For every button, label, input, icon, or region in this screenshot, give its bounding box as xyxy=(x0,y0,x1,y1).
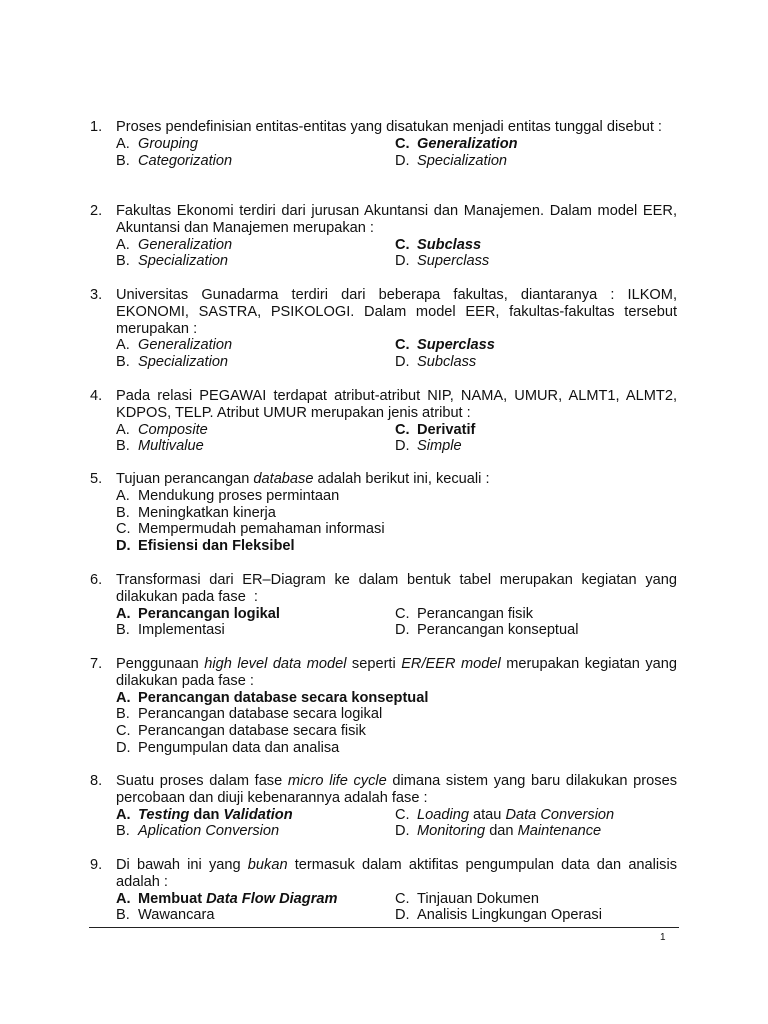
answer-options xyxy=(116,891,677,925)
text-run: Mendukung proses permintaan xyxy=(138,487,340,504)
question-text xyxy=(116,656,682,690)
option-text xyxy=(417,606,533,623)
answer-option xyxy=(116,237,395,254)
text-run: Grouping xyxy=(138,135,199,152)
option-row xyxy=(116,488,677,505)
answer-option xyxy=(116,723,366,740)
text-run: high level data model xyxy=(204,656,347,672)
text-run: Universitas Gunadarma terdiri dari beberapa fakultas, diantaranya : ILKOM, EKONOMI, SASTRA, PSIKOLOGI. Dalam model EER, fakultas-fakultas tersebut merupakan : xyxy=(116,287,682,337)
option-text xyxy=(417,153,507,170)
option-letter: D. xyxy=(395,823,410,840)
option-text xyxy=(138,622,225,639)
option-row xyxy=(116,337,677,354)
text-run: Simple xyxy=(417,438,462,455)
option-row xyxy=(116,153,677,170)
answer-option xyxy=(116,690,428,707)
option-text xyxy=(417,891,539,908)
text-run: Perancangan database secara logikal xyxy=(138,706,383,723)
option-row xyxy=(116,253,677,270)
option-row xyxy=(116,237,677,254)
option-letter: A. xyxy=(116,421,130,438)
text-run: Specialization xyxy=(138,354,229,371)
text-run: micro life cycle xyxy=(287,773,387,789)
option-text xyxy=(417,354,476,371)
text-run: termasuk dalam aktifitas pengumpulan data dan analisis adalah : xyxy=(116,857,682,890)
question-number: 6. xyxy=(90,572,103,588)
question-text xyxy=(116,773,682,807)
question-number: 2. xyxy=(90,203,103,219)
option-text xyxy=(138,740,339,757)
text-run: Tinjauan Dokumen xyxy=(417,890,539,907)
text-run: Superclass xyxy=(417,253,490,270)
text-run: Generalization xyxy=(138,337,233,354)
option-letter: B. xyxy=(116,354,130,371)
option-text xyxy=(138,807,293,824)
text-run: Tujuan perancangan xyxy=(116,471,254,487)
text-run: adalah berikut ini, kecuali : xyxy=(313,471,490,487)
question-1 xyxy=(90,119,677,169)
option-letter: B. xyxy=(116,438,130,455)
text-run: Penggunaan xyxy=(116,656,205,672)
option-letter: B. xyxy=(116,253,130,270)
option-text xyxy=(138,521,385,538)
option-row xyxy=(116,891,677,908)
option-text xyxy=(417,807,614,824)
text-run: Di bawah ini yang xyxy=(116,857,248,873)
text-run: Transformasi dari ER–Diagram ke dalam bentuk tabel merupakan kegiatan yang dilakukan pada fase : xyxy=(116,572,682,605)
text-run: Membuat xyxy=(138,890,207,907)
option-text xyxy=(417,422,475,439)
option-text xyxy=(417,337,495,354)
text-run: Data Flow Diagram xyxy=(206,890,338,907)
answer-option xyxy=(395,622,578,639)
text-run: Multivalue xyxy=(138,438,204,455)
option-row xyxy=(116,521,677,538)
question-number: 5. xyxy=(90,471,103,487)
option-text xyxy=(138,690,428,707)
answer-options xyxy=(116,606,677,640)
answer-options xyxy=(116,237,677,271)
text-run: Aplication Conversion xyxy=(138,823,280,840)
text-run: dan xyxy=(485,823,518,840)
answer-option xyxy=(116,538,295,555)
text-run: Pengumpulan data dan analisa xyxy=(138,739,340,756)
option-row xyxy=(116,606,677,623)
question-number: 4. xyxy=(90,388,103,404)
text-run: database xyxy=(253,471,314,487)
answer-options xyxy=(116,337,677,371)
answer-option xyxy=(395,153,507,170)
option-row xyxy=(116,505,677,522)
text-run: Meningkatkan kinerja xyxy=(138,504,276,521)
answer-option xyxy=(116,354,395,371)
text-run: Perancangan konseptual xyxy=(417,622,579,639)
answer-option xyxy=(116,740,339,757)
option-text xyxy=(417,823,601,840)
question-text xyxy=(116,388,682,422)
option-text xyxy=(138,488,339,505)
text-run: Perancangan database secara fisik xyxy=(138,723,366,740)
option-letter: A. xyxy=(116,806,131,823)
option-letter: D. xyxy=(116,739,131,756)
answer-option xyxy=(395,438,462,455)
option-letter: D. xyxy=(395,622,410,639)
option-letter: D. xyxy=(395,907,410,924)
footer-rule xyxy=(89,927,679,928)
text-run: Fakultas Ekonomi terdiri dari jurusan Akuntansi dan Manajemen. Dalam model EER, Akuntansi dan Manajemen merupakan : xyxy=(116,203,681,236)
question-4 xyxy=(90,388,682,455)
option-letter: A. xyxy=(116,605,131,622)
text-run: Analisis Lingkungan Operasi xyxy=(417,907,602,924)
text-run: Derivatif xyxy=(417,421,476,438)
option-letter: D. xyxy=(395,438,410,455)
text-run: Perancangan fisik xyxy=(417,605,534,622)
option-letter: C. xyxy=(395,135,410,152)
option-text xyxy=(138,606,280,623)
option-letter: D. xyxy=(395,253,410,270)
question-3 xyxy=(90,287,682,371)
text-run: merupakan kegiatan yang dilakukan pada fase : xyxy=(116,656,682,689)
option-text xyxy=(138,237,232,254)
option-text xyxy=(417,237,481,254)
answer-option xyxy=(116,253,395,270)
text-run: Maintenance xyxy=(517,823,602,840)
text-run: Suatu proses dalam fase xyxy=(116,773,288,789)
option-row xyxy=(116,136,677,153)
answer-option xyxy=(116,422,395,439)
option-letter: C. xyxy=(395,890,410,907)
option-text xyxy=(138,422,208,439)
text-run: Implementasi xyxy=(138,622,225,639)
page-number: 1 xyxy=(660,932,666,943)
option-text xyxy=(138,505,276,522)
option-letter: C. xyxy=(395,337,410,354)
answer-option xyxy=(116,337,395,354)
option-text xyxy=(138,823,279,840)
option-row xyxy=(116,723,677,740)
option-letter: A. xyxy=(116,487,130,504)
question-8 xyxy=(90,773,682,840)
text-run: Perancangan database secara konseptual xyxy=(138,689,429,706)
option-text xyxy=(417,253,489,270)
answer-option xyxy=(395,422,475,439)
option-letter: C. xyxy=(395,421,410,438)
option-letter: A. xyxy=(116,890,131,907)
option-letter: D. xyxy=(395,354,410,371)
option-row xyxy=(116,422,677,439)
text-run: Generalization xyxy=(417,135,518,152)
answer-option xyxy=(116,891,395,908)
question-text xyxy=(116,572,682,606)
answer-option xyxy=(395,606,533,623)
option-text xyxy=(138,354,228,371)
answer-options xyxy=(116,690,677,757)
answer-option xyxy=(116,907,395,924)
option-row xyxy=(116,538,677,555)
answer-option xyxy=(395,237,481,254)
answer-option xyxy=(395,907,602,924)
text-run: Composite xyxy=(138,421,208,438)
option-text xyxy=(138,907,215,924)
option-row xyxy=(116,706,677,723)
text-run: bukan xyxy=(247,857,288,873)
text-run: Subclass xyxy=(417,236,482,253)
answer-option xyxy=(116,521,385,538)
question-7 xyxy=(90,656,682,757)
option-text xyxy=(138,891,337,908)
text-run: Superclass xyxy=(417,337,495,354)
answer-options xyxy=(116,807,677,841)
option-row xyxy=(116,354,677,371)
text-run: atau xyxy=(468,806,506,823)
option-letter: C. xyxy=(116,723,131,740)
answer-option xyxy=(395,337,495,354)
answer-option xyxy=(395,891,539,908)
answer-option xyxy=(116,505,276,522)
option-row xyxy=(116,907,677,924)
question-number: 7. xyxy=(90,656,103,672)
option-text xyxy=(138,706,382,723)
option-letter: A. xyxy=(116,135,130,152)
option-letter: B. xyxy=(116,152,130,169)
question-text xyxy=(116,203,681,237)
answer-option xyxy=(395,253,489,270)
option-row xyxy=(116,740,677,757)
option-row xyxy=(116,807,677,824)
option-row xyxy=(116,690,677,707)
option-letter: C. xyxy=(395,605,410,622)
option-letter: B. xyxy=(116,504,130,521)
answer-option xyxy=(116,606,395,623)
option-text xyxy=(138,153,232,170)
text-run: Subclass xyxy=(417,354,477,371)
question-number: 1. xyxy=(90,119,103,135)
answer-options xyxy=(116,136,677,170)
option-row xyxy=(116,438,677,455)
text-run: Perancangan logikal xyxy=(138,605,280,622)
question-text xyxy=(116,857,682,891)
option-letter: B. xyxy=(116,622,130,639)
option-letter: B. xyxy=(116,706,130,723)
text-run: dimana sistem yang baru dilakukan proses percobaan dan diuji kebenarannya adalah fase : xyxy=(116,773,682,806)
option-text xyxy=(417,907,602,924)
option-text xyxy=(417,622,578,639)
option-letter: B. xyxy=(116,823,130,840)
answer-option xyxy=(116,438,395,455)
text-run: Specialization xyxy=(417,152,508,169)
option-row xyxy=(116,622,677,639)
text-run: Efisiensi dan Fleksibel xyxy=(138,538,295,555)
option-letter: D. xyxy=(395,152,410,169)
answer-option xyxy=(395,807,614,824)
text-run: Testing xyxy=(138,806,190,823)
option-text xyxy=(138,136,198,153)
text-run: Data Conversion xyxy=(505,806,615,823)
text-run: Proses pendefinisian entitas-entitas yang disatukan menjadi entitas tunggal disebut : xyxy=(116,119,662,135)
answer-option xyxy=(116,807,395,824)
question-number: 8. xyxy=(90,773,103,789)
option-text xyxy=(138,337,232,354)
answer-option xyxy=(395,823,601,840)
text-run: Categorization xyxy=(138,152,233,169)
option-letter: C. xyxy=(116,521,131,538)
answer-option xyxy=(116,488,339,505)
option-letter: C. xyxy=(395,236,410,253)
option-letter: A. xyxy=(116,236,130,253)
text-run: dan xyxy=(189,806,224,823)
option-text xyxy=(138,723,366,740)
option-letter: A. xyxy=(116,337,130,354)
option-text xyxy=(417,136,518,153)
text-run: Loading xyxy=(417,806,469,823)
answer-option xyxy=(116,153,395,170)
question-number: 3. xyxy=(90,287,103,303)
answer-option xyxy=(116,823,395,840)
text-run: Pada relasi PEGAWAI terdapat atribut-atribut NIP, NAMA, UMUR, ALMT1, ALMT2, KDPOS, TELP. Atribut UMUR merupakan jenis atribut : xyxy=(116,388,682,421)
text-run: Wawancara xyxy=(138,907,215,924)
text-run: Validation xyxy=(223,806,293,823)
option-letter: B. xyxy=(116,907,130,924)
answer-option xyxy=(116,136,395,153)
text-run: seperti xyxy=(346,656,402,672)
answer-options xyxy=(116,488,677,555)
option-text xyxy=(138,538,295,555)
answer-option xyxy=(116,622,395,639)
question-text xyxy=(116,471,677,488)
question-9 xyxy=(90,857,682,924)
text-run: Monitoring xyxy=(417,823,486,840)
text-run: Mempermudah pemahaman informasi xyxy=(138,521,385,538)
question-text xyxy=(116,119,677,136)
question-5 xyxy=(90,471,677,555)
option-text xyxy=(138,253,228,270)
question-number: 9. xyxy=(90,857,103,873)
option-letter: D. xyxy=(116,538,131,555)
answer-option xyxy=(395,136,518,153)
option-letter: C. xyxy=(395,806,410,823)
question-2 xyxy=(90,203,681,270)
question-text xyxy=(116,287,682,337)
option-text xyxy=(138,438,204,455)
option-text xyxy=(417,438,462,455)
answer-option xyxy=(395,354,476,371)
option-row xyxy=(116,823,677,840)
question-6 xyxy=(90,572,682,639)
text-run: Generalization xyxy=(138,236,233,253)
answer-option xyxy=(116,706,382,723)
answer-options xyxy=(116,422,677,456)
text-run: Specialization xyxy=(138,253,229,270)
text-run: ER/EER model xyxy=(401,656,501,672)
option-letter: A. xyxy=(116,689,131,706)
